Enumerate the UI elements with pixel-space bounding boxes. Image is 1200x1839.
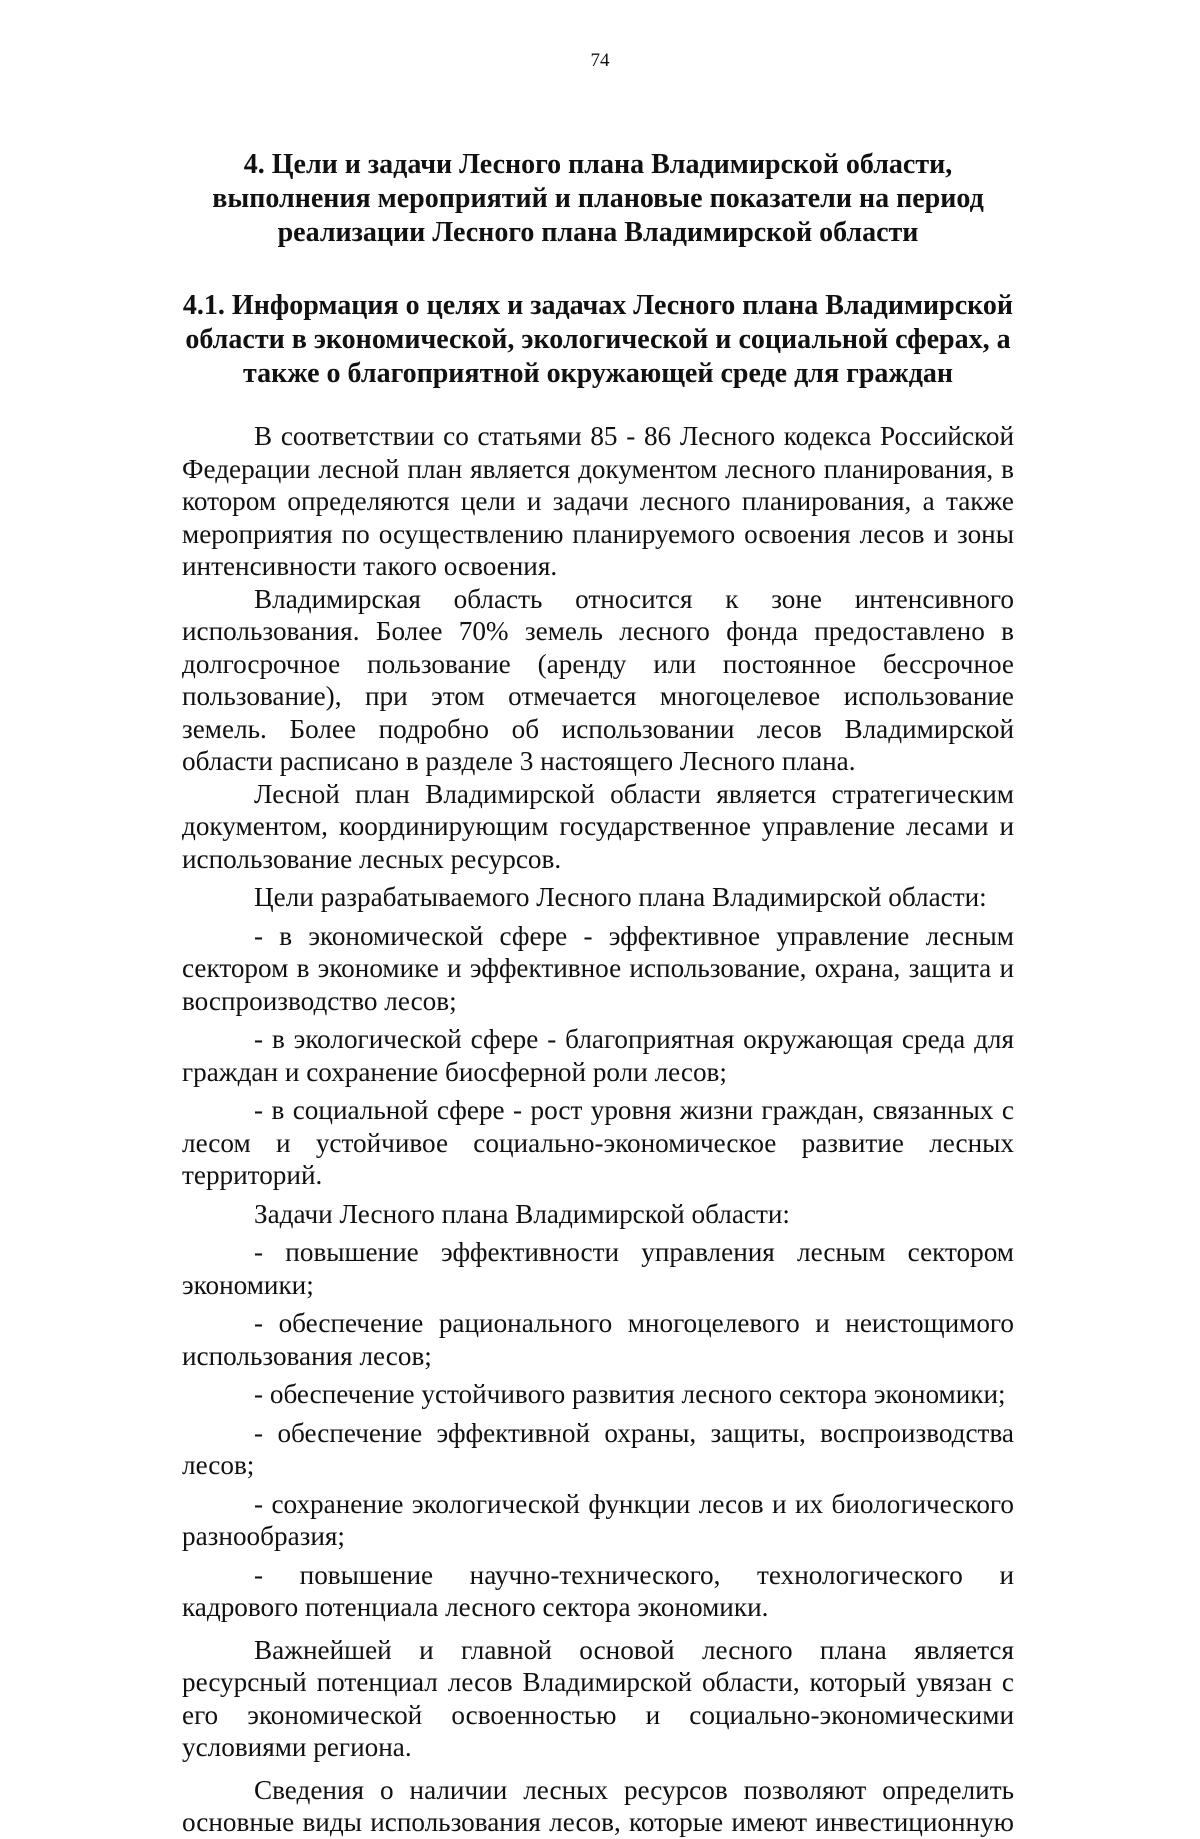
page-number: 74 bbox=[590, 50, 610, 71]
goal-item-economic: - в экономической сфере - эффективное управление лесным сектором в экономике и эффективное использование, охрана, защита и воспроизводство лесов; bbox=[182, 920, 1014, 1016]
paragraph-goals-heading: Цели разрабатываемого Лесного плана Владимирской области: bbox=[254, 882, 987, 912]
paragraph-tasks-heading: Задачи Лесного плана Владимирской области: bbox=[254, 1198, 790, 1229]
task-item-potential: - повышение научно-технического, технологического и кадрового потенциала лесного сектора экономики. bbox=[182, 1559, 1014, 1622]
task-item-biodiversity: - сохранение экологической функции лесов и их биологического разнообразия; bbox=[182, 1488, 1014, 1551]
section-title: 4. Цели и задачи Лесного плана Владимирской области, выполнения мероприятий и плановые показатели на период реализации Лесного плана Владимирской области bbox=[212, 149, 984, 248]
paragraph-intro: В соответствии со статьями 85 - 86 Лесного кодекса Российской Федерации лесной план является документом лесного планирования, в котором определяются цели и задачи лесного планирования, а также мероприятия по осуществлению планируемого освоения лесов и зоны интенсивности такого освоения. bbox=[182, 421, 1014, 581]
goal-item-ecological: - в экологической сфере - благоприятная окружающая среда для граждан и сохранение биосферной роли лесов; bbox=[182, 1024, 1014, 1087]
task-item-management: - повышение эффективности управления лесным сектором экономики; bbox=[182, 1237, 1014, 1300]
task-item-rational-use: - обеспечение рационального многоцелевого и неистощимого использования лесов; bbox=[182, 1308, 1014, 1371]
paragraph-forest-resources: Сведения о наличии лесных ресурсов позволяют определить основные виды использования лесов, которые имеют инвестиционную bbox=[182, 1774, 1014, 1837]
subsection-title: 4.1. Информация о целях и задачах Лесного плана Владимирской области в экономической, экологической и социальной сферах, а также о благоприятной окружающей среде для граждан bbox=[182, 290, 1014, 389]
goal-item-social: - в социальной сфере - рост уровня жизни граждан, связанных с лесом и устойчивое социально-экономическое развитие лесных территорий. bbox=[182, 1095, 1014, 1190]
task-item-sustainable-development: - обеспечение устойчивого развития лесного сектора экономики; bbox=[254, 1379, 1006, 1409]
task-item-protection: - обеспечение эффективной охраны, защиты, воспроизводства лесов; bbox=[182, 1417, 1014, 1480]
paragraph-resource-potential: Важнейшей и главной основой лесного плана является ресурсный потенциал лесов Владимирской области, который увязан с его экономической освоенностью и социально-экономическими условиями региона. bbox=[182, 1634, 1014, 1762]
document-body bbox=[182, 148, 1014, 1839]
paragraph-strategic-document: Лесной план Владимирской области является стратегическим документом, координирующим государственное управление лесами и использование лесных ресурсов. bbox=[182, 778, 1014, 874]
paragraph-usage-zone: Владимирская область относится к зоне интенсивного использования. Более 70% земель лесного фонда предоставлено в долгосрочное пользование (аренду или постоянное бессрочное пользование), при этом отмечается многоцелевое использование земель. Более подробно об использовании лесов Владимирской области расписано в разделе 3 настоящего Лесного плана. bbox=[182, 583, 1014, 776]
